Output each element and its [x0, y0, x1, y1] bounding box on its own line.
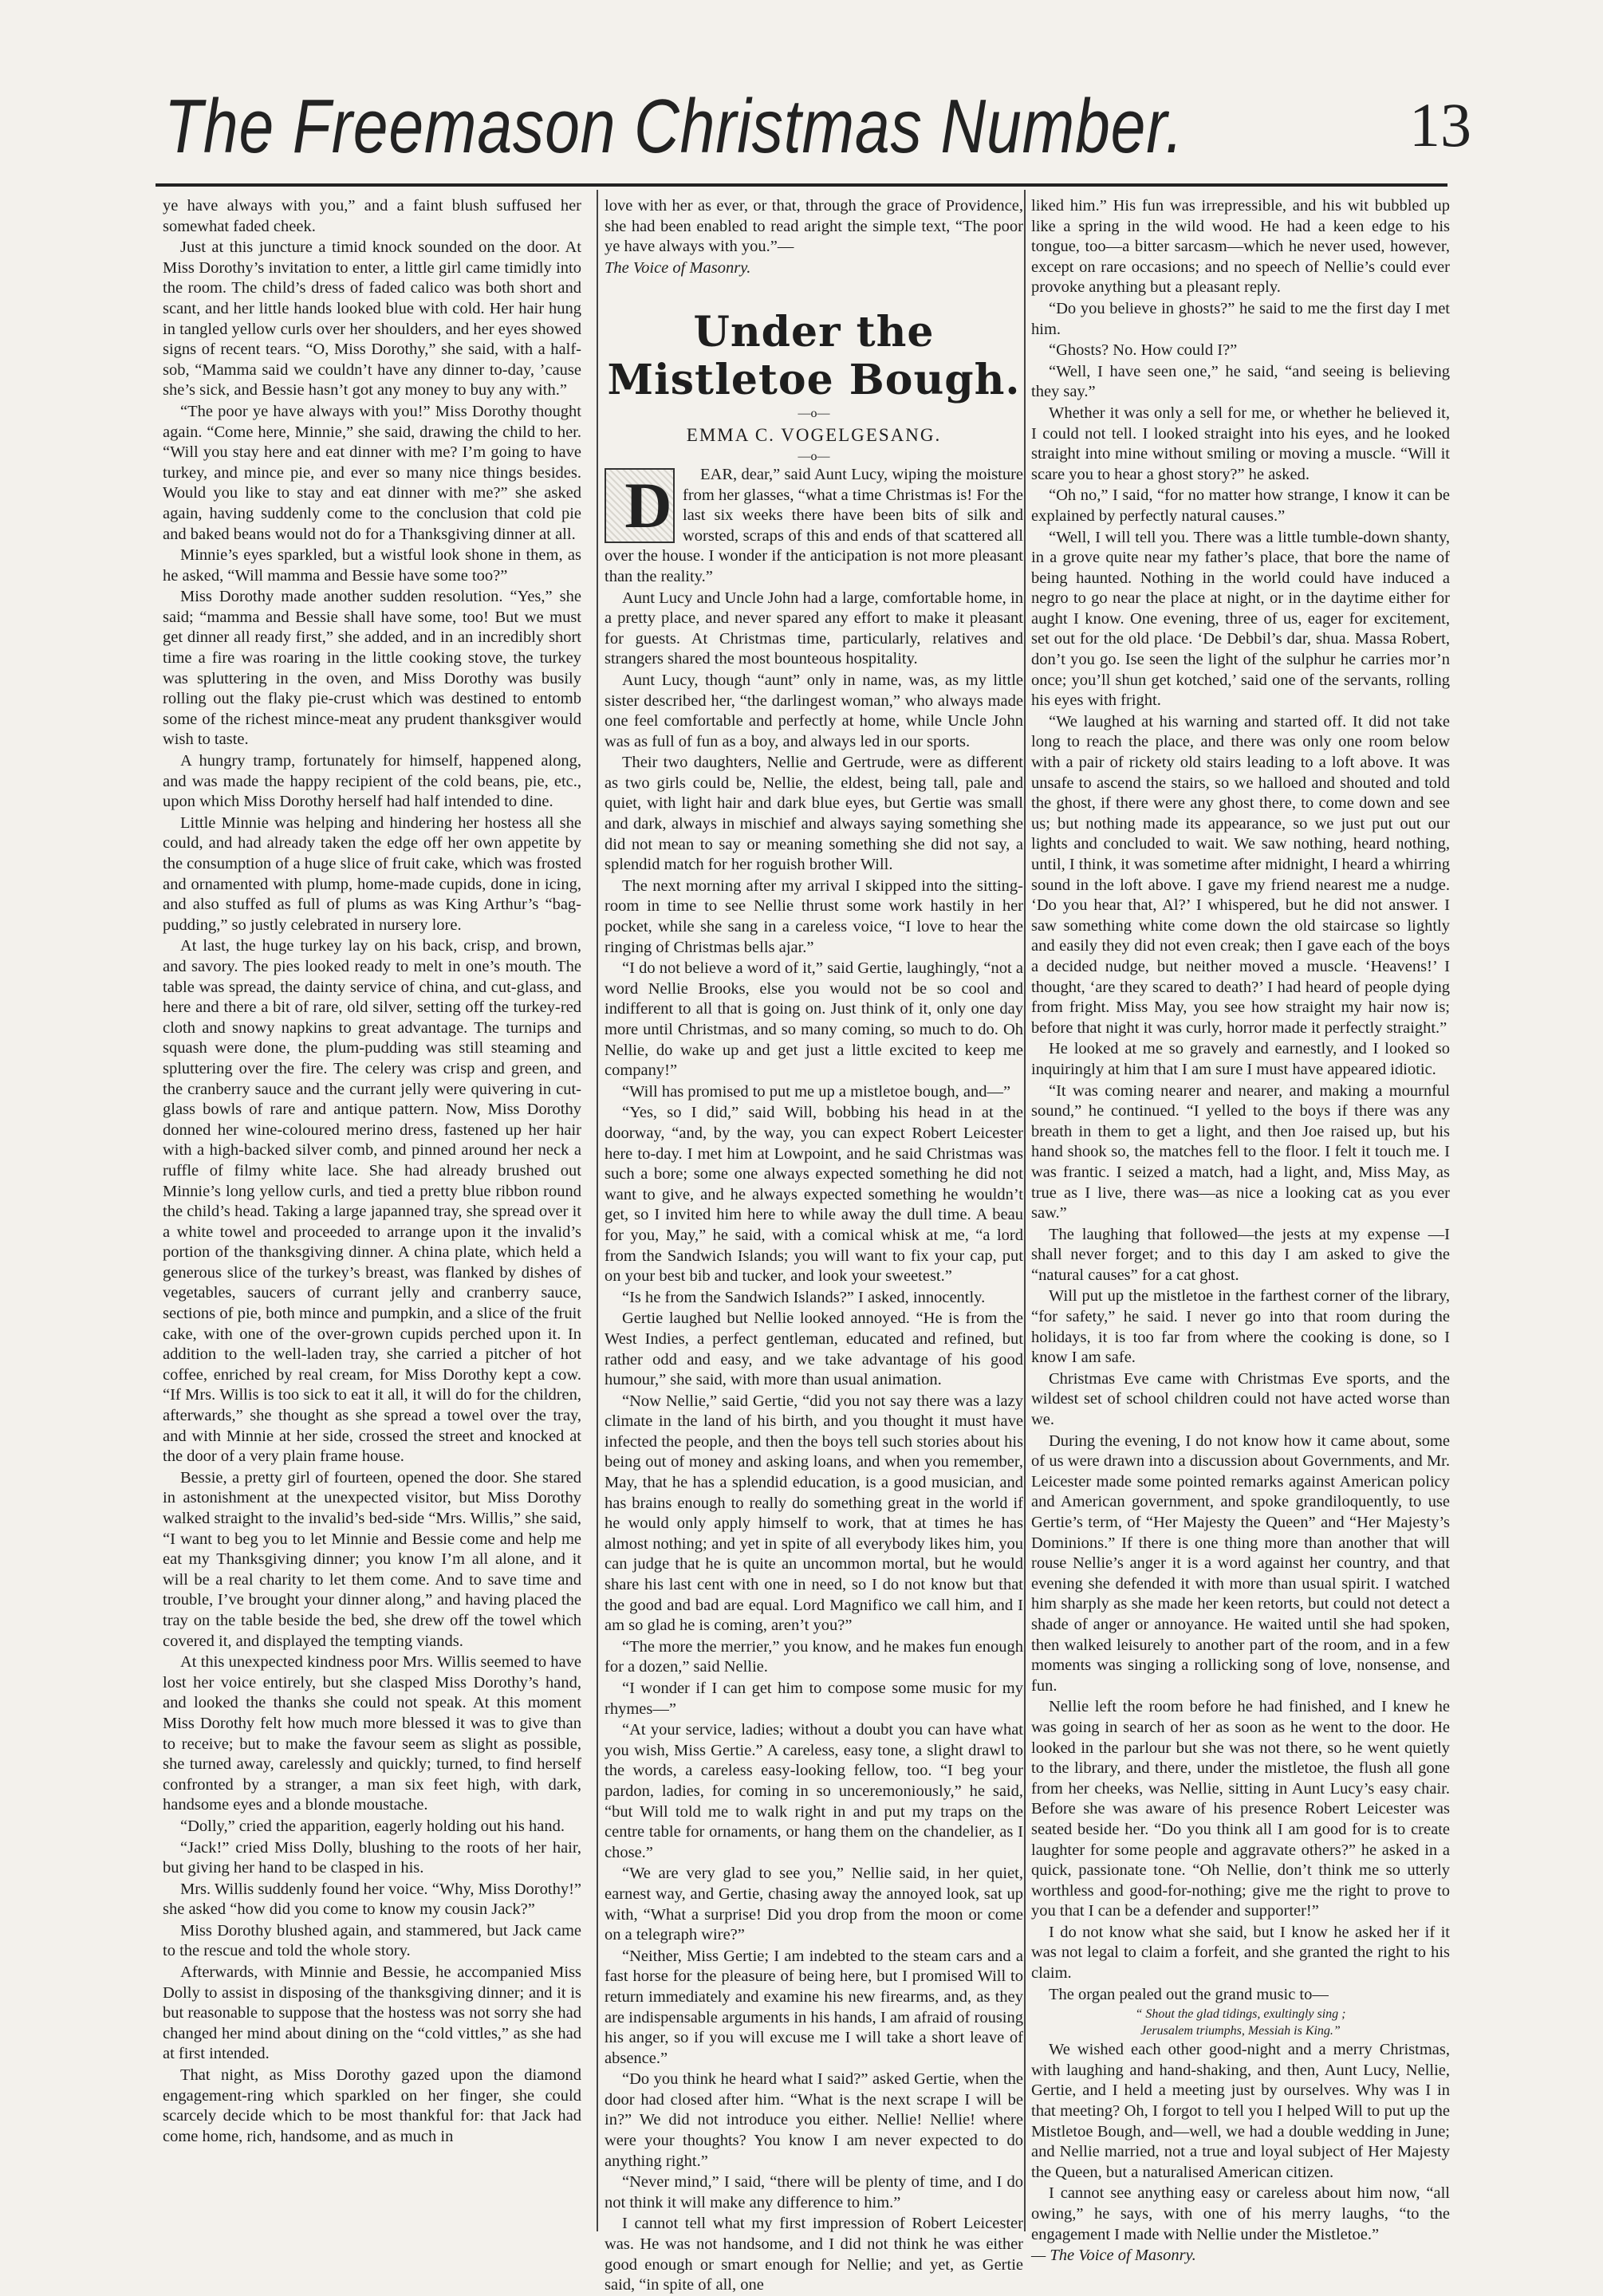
paragraph: Minnie’s eyes sparkled, but a wistful look shone in them, as he asked, “Will mamma and Bessie have some too?” [163, 546, 581, 585]
paragraph: “Oh no,” I said, “for no matter how strange, I know it can be explained by perfectly natural causes.” [1031, 486, 1450, 525]
paragraph: “Dolly,” cried the apparition, eagerly holding out his hand. [180, 1817, 565, 1835]
paragraph: Mrs. Willis suddenly found her voice. “Why, Miss Dorothy!” she asked “how did you come to know my cousin Jack?” [163, 1880, 581, 1919]
paragraph: Nellie left the room before he had finished, and I knew he was going in search of her as soon as he went to the door. He looked in the parlour but she was not there, so he went quietly to the library, and there, under the mistletoe, the flush all gone from her cheeks, was Nellie, sitting in Aunt Lucy’s easy chair. Before she was aware of his presence Robert Leicester was seated beside her. “Do you think all I am good for is to create laughter for some people and aggravate others?” he asked in a quick, passionate tone. “Oh Nellie, don’t think me so utterly worthless and good-for-nothing; give me the right to prove to you that I can be a defender and supporter!” [1031, 1698, 1450, 1920]
paragraph: “Yes, so I did,” said Will, bobbing his head in at the doorway, “and, by the way, you can expect Robert Leicester here to-day. I met him at Lowpoint, and he said Christmas was such a bore; some one always expected something he did not want to give, and he always expected something he wouldn’t get, so I invited him here to while away the dull time. A beau for you, May,” he said, with a comical whisk at me, “a lord from the Sandwich Islands; you will want to fix your cap, put on your best bib and tucker, and look your sweetest.” [605, 1104, 1023, 1286]
paragraph: Bessie, a pretty girl of fourteen, opened the door. She stared in astonishment at the unexpected visitor, but Miss Dorothy walked straight to the invalid’s bed-side “Mrs. Willis,” she said, “I want to beg you to let Minnie and Bessie come and help me eat my Thanksgiving dinner; you know I’m all alone, and it will be a real charity to let them come. And to save time and trouble, I’ve brought your dinner along,” and having placed the tray on the table beside the bed, she drew off the towel which covered it, and displayed the tempting viands. [163, 1468, 581, 1650]
paragraph: “Neither, Miss Gertie; I am indebted to the steam cars and a fast horse for the pleasure of being here, but I promised Will to return immediately and examine his new firearms, and, as they are indispensable arguments in his hands, I am afraid of rousing his anger, so if you will excuse me I will take a short leave of absence.” [605, 1947, 1023, 2067]
paragraph: Miss Dorothy blushed again, and stammered, but Jack came to the rescue and told the whole story. [163, 1921, 581, 1960]
paragraph: “Is he from the Sandwich Islands?” I asked, innocently. [622, 1288, 986, 1306]
story-author: EMMA C. VOGELGESANG. [686, 425, 942, 446]
opening-paragraph [605, 465, 1023, 588]
paragraph: I cannot tell what my first impression of Robert Leicester was. He was not handsome, and I did not think he was either good enough or smart enough for Nellie; and yet, as Gertie said, “in spite of all, one [605, 2215, 1023, 2294]
column-rule [597, 190, 598, 2231]
masthead-title: The Freemason Christmas Number. [163, 84, 1184, 169]
column-middle [605, 196, 1023, 2294]
paragraph: During the evening, I do not know how it came about, some of us were drawn into a discussion about Governments, and Mr. Leicester made some pointed remarks against American policy and American government, and spoke grandiloquently, to use Gertie’s term, of “Her Majesty the Queen” and “Her Majesty’s Dominions.” If there is one thing more than another that will rouse Nellie’s anger it is a word against her country, and that evening she defended it with more than usual spirit. I watched him sharply as she made her keen retorts, but could not detect a shade of anger or annoyance. He waited until she had spoken, then walked leisurely to another part of the room, and in a few moments was singing a rollicking song of love, nonsense, and fun. [1031, 1432, 1450, 1695]
paragraph: “We laughed at his warning and started off. It did not take long to reach the place, and there was only one room below with a pair of rickety old stairs leading to a loft above. It was unsafe to ascend the stairs, so we halloed and shouted and told the ghost, if there were any ghost there, to come down and see us; but nothing made its appearance, so we just put out our lights and concluded to wait. We saw nothing, heard nothing, until, I think, it was sometime after midnight, I heard a whirring sound in the loft above. I gave my friend nearest me a nudge. ‘Do you hear that, Al?’ I whispered, but he did not answer. I saw something white come down the old staircase so lightly and easily they did not even creak; then I gave each of the boys a decided nudge, but neither moved a muscle. ‘Heavens!’ I thought, ‘are they scared to death?’ I had heard of people dying from fright. Miss May, you see how straight my hair now is; before that night it was curly, horror made it perfectly straight.” [1031, 712, 1450, 1037]
paragraph: Whether it was only a sell for me, or whether he believed it, I could not tell. I looked straight into his eyes, and he looked straight into mine without smiling or moving a muscle. “Will it scare you to hear a ghost story?” he asked. [1031, 404, 1450, 483]
paragraph: I cannot see anything easy or careless about him now, “all owing,” he says, with one of his merry laughs, “to the engagement I made with Nellie under the Mistletoe.” [1031, 2184, 1450, 2243]
paragraph: Afterwards, with Minnie and Bessie, he accompanied Miss Dolly to assist in disposing of the thanksgiving dinner; and it is but reasonable to suppose that the hostess was not sorry she had changed her mind about dining on the “cold vittles,” as she had at first intended. [163, 1963, 581, 2063]
paragraph: “It was coming nearer and nearer, and making a mournful sound,” he continued. “I yelled to the boys if there was any breath in them to get a light, and then Joe raised up, but his hand shook so, the matches fell to the floor. I felt it touch me. I was frantic. I seized a match, had a light, and, Miss May, as true as I live, there was—as nice a looking cat as you ever saw.” [1031, 1081, 1450, 1223]
paragraph: The next morning after my arrival I skipped into the sitting-room in time to see Nellie thrust some work hastily in her pocket, while she sang in a careless voice, “I love to hear the ringing of Christmas bells ajar.” [605, 876, 1023, 956]
paragraph: “The poor ye have always with you!” Miss Dorothy thought again. “Come here, Minnie,” she said, drawing the child to her. “Will you stay here and eat dinner with me? I’m going to have turkey, and mince pie, and ever so many nice things besides. Would you like to stay and eat dinner with me?” she asked again, having suddenly come to the conclusion that cold pie and baked beans would not do for a Thanksgiving dinner at all. [163, 402, 581, 543]
verse-line: Jerusalem triumphs, Messiah is King.” [1140, 2024, 1341, 2038]
paragraph: That night, as Miss Dorothy gazed upon the diamond engagement-ring which sparkled on her finger, she could scarcely decide which to be most thankful for: that Jack had come home, rich, handsome, and as much in [163, 2066, 581, 2145]
header-rule [156, 183, 1447, 187]
paragraph: “We are very glad to see you,” Nellie said, in her quiet, earnest way, and Gertie, chasing away the annoyed look, sat up with, “What a surprise! Did you drop from the moon or come on a telegraph wire?” [605, 1865, 1023, 1944]
paragraph: Aunt Lucy and Uncle John had a large, comfortable home, in a pretty place, and never spared any effort to make it pleasant for guests. At Christmas time, particularly, relatives and strangers shared the most bounteous hospitality. [605, 589, 1023, 668]
paragraph: At last, the huge turkey lay on his back, crisp, and brown, and savory. The pies looked ready to melt in one’s mouth. The table was spread, the dainty service of china, and cut-glass, and here and there a bit of rare, old silver, setting off the turkey-red cloth and snowy napkins to great advantage. The turnips and squash were done, the plum-pudding was still steaming and spluttering over the fire. The celery was crisp and green, and the cranberry sauce and the currant jelly were quivering in cut-glass bowls of rare and antique pattern. Now, Miss Dorothy donned her wine-coloured merino dress, fastened up her hair with a high-backed silver comb, and pinned around her neck a ruffle of filmy white lace. She had already brushed out Minnie’s long yellow curls, and tied a pretty blue ribbon round the child’s head. Taking a large japanned tray, she spread over it a white towel and proceeded to arrange upon it the invalid’s portion of the thanksgiving dinner. A china plate, which held a generous slice of the turkey’s breast, was flanked by dishes of vegetables, saucers of currant jelly and cranberry sauce, sections of pie, both mince and pumpkin, and a slice of the fruit cake, with one of the over-grown cupids perched upon it. In addition to the well-laden tray, she carried a pitcher of hot coffee, enriched by real cream, for Miss Dorothy kept a cow. “If Mrs. Willis is too sick to eat it all, it will do for the children, afterwards,” she thought as she spread a towel over the tray, and with Minnie at her side, crossed the street and knocked at the door of a very plain frame house. [163, 937, 581, 1466]
story-title: Under the Mistletoe Bough. [607, 308, 1021, 405]
column-rule [1024, 190, 1026, 2231]
source-attribution: The Voice of Masonry. [605, 258, 751, 277]
page-number: 13 [1409, 90, 1471, 159]
paragraph: love with her as ever, or that, through the grace of Providence, she had been enabled to read aright the simple text, “The poor ye have always with you.”— [605, 197, 1023, 256]
paragraph: Just at this juncture a timid knock sounded on the door. At Miss Dorothy’s invitation to enter, a little girl came timidly into the room. The child’s dress of faded calico was both short and scant, and her little hands looked blue with cold. Her hair hung in tangled yellow curls over her shoulders, and her eyes showed signs of recent tears. “O, Miss Dorothy,” she said, with a half-sob, “Mamma said we couldn’t have any dinner to-day, ’cause she’s sick, and Bessie hasn’t got any money to buy any with.” [163, 238, 581, 400]
paragraph: “Never mind,” I said, “there will be plenty of time, and I do not think it will make any difference to him.” [605, 2173, 1023, 2211]
paragraph: ye have always with you,” and a faint blush suffused her somewhat faded cheek. [163, 197, 581, 235]
paragraph: “Well, I will tell you. There was a little tumble-down shanty, in a grove quite near my father’s place, that bore the name of being haunted. Nothing in the world could have induced a negro to go near the place at night, or in the daytime either for aught I know. One evening, three of us, eager for excitement, set out for the old place. ‘De Debbil’s dar, shua. Massa Robert, don’t you go. Ise seen the light of the sulphur he carries mor’n once; you’ll shun get kotched,’ said one of the servants, rolling his eyes with fright. [1031, 528, 1450, 710]
paragraph: The organ pealed out the grand music to— [1049, 1985, 1329, 2003]
paragraph: “Well, I have seen one,” he said, “and seeing is believing they say.” [1031, 362, 1450, 401]
paragraph: I do not know what she said, but I know he asked her if it was not legal to claim a forfeit, and she granted the right to his claim. [1031, 1923, 1450, 1983]
separator: —o— [798, 449, 830, 463]
paragraph: Will put up the mistletoe in the farthest corner of the library, “for safety,” he said. I never go into that room during the holidays, it is too far from where the cooking is done, so I know I am safe. [1031, 1287, 1450, 1367]
paragraph: Little Minnie was helping and hindering her hostess all she could, and had already taken the edge off her own appetite by the consumption of a huge slice of fruit cake, which was frosted and ornamented with plump, home-made cupids, done in icing, and also stuffed as full of plums as was King Arthur’s “bag-pudding,” so justly celebrated in nursery lore. [163, 813, 581, 934]
paragraph: The laughing that followed—the jests at my expense —I shall never forget; and to this day I am asked to give the “natural causes” for a cat ghost. [1031, 1225, 1450, 1284]
paragraph: We wished each other good-night and a merry Christmas, with laughing and hand-shaking, and then, Aunt Lucy, Nellie, Gertie, and I held a meeting just by ourselves. Why was I in that meeting? Oh, I forgot to tell you I helped Will to put up the Mistletoe Bough, and—well, we had a double wedding in June; and Nellie married, not a true and loyal subject of Her Majesty the Queen, but a naturalised American citizen. [1031, 2041, 1450, 2181]
paragraph: Miss Dorothy made another sudden resolution. “Yes,” she said; “mamma and Bessie shall have some, too! But we must get dinner all ready first,” she added, and in an incredibly short time a fire was roaring in the little cooking stove, the turkey was spluttering in the oven, and Miss Dorothy was busily rolling out the flaky pie-crust which was destined to entomb some of the richest mince-meat any prudent thanksgiver would wish to taste. [163, 588, 581, 749]
source-attribution: — The Voice of Masonry. [1031, 2247, 1196, 2265]
paragraph: “Jack!” cried Miss Dolly, blushing to the roots of her hair, but giving her hand to be clasped in his. [163, 1838, 581, 1877]
paragraph: Their two daughters, Nellie and Gertrude, were as different as two girls could be, Nellie, the eldest, being tall, pale and quiet, with light hair and dark blue eyes, but Gertie was small and dark, always in mischief and always saying something she did not mean to say or meaning something she did not say, a splendid match for her roguish brother Will. [605, 754, 1023, 874]
paragraph: “Will has promised to put me up a mistletoe bough, and—” [622, 1082, 1011, 1101]
paragraph: A hungry tramp, fortunately for himself, happened along, and was made the happy recipient of the cold beans, pie, etc., upon which Miss Dorothy herself had half intended to dine. [163, 752, 581, 811]
paragraph: “At your service, ladies; without a doubt you can have what you wish, Miss Gertie.” A careless, easy tone, a slight drawl to the words, a careless easy-looking fellow, too. “I beg your pardon, ladies, for coming in so unceremoniously,” he said, “but Will told me to walk right in and put my traps on the centre table for ornaments, or hang them on the chandelier, as I chose.” [605, 1721, 1023, 1861]
drop-cap: D [605, 468, 675, 543]
column-right [1031, 196, 1450, 2265]
paragraph: liked him.” His fun was irrepressible, and his wit bubbled up like a spring in the wild wood. He had a keen edge to his tongue, too—a bitter sarcasm—which he never used, however, except on rare occasions; and no speech of Nellie’s could ever provoke anything but a pleasant reply. [1031, 197, 1450, 297]
paragraph: Gertie laughed but Nellie looked annoyed. “He is from the West Indies, a perfect gentleman, educated and refined, but rather odd and easy, and we take advantage of his good humour,” she said, with more than usual animation. [605, 1309, 1023, 1389]
verse-line: “ Shout the glad tidings, exultingly sing ; [1135, 2007, 1346, 2022]
paragraph: “Do you think he heard what I said?” asked Gertie, when the door had closed after him. “What is the next scrape I will be in?” We did not introduce you either. Nellie! Nellie! where were your thoughts? You know I am never expected to do anything right.” [605, 2070, 1023, 2170]
separator: —o— [798, 407, 830, 421]
paragraph: “Do you believe in ghosts?” he said to me the first day I met him. [1031, 299, 1450, 338]
opening-text: EAR, dear,” said Aunt Lucy, wiping the moisture from her glasses, “what a time Christmas is! For the last six weeks there have been bits of silk and worsted, scraps of this and ends of that scattered all over the house. I wonder if the anticipation is not more pleasant than the reality.” [605, 465, 1023, 585]
paragraph: “Now Nellie,” said Gertie, “did you not say there was a lazy climate in the land of his birth, and you thought it must have infected the people, and then the boys tell such stories about his being out of money and asking loans, and when you remember, May, that he has a splendid education, is a good musician, and has brains enough to really do something great in the world if he would only apply himself to work, that at times he has almost nothing; and yet in spite of all everybody likes him, you can judge that he is quite an uncommon mortal, but he would share his last cent with one in need, so I do not know but that the good and bad are equal. Lord Magnifico we call him, and I am so glad he is coming, aren’t you?” [605, 1392, 1023, 1635]
paragraph: “Ghosts? No. How could I?” [1049, 341, 1238, 360]
paragraph: “I wonder if I can get him to compose some music for my rhymes—” [605, 1680, 1023, 1718]
paragraph: Aunt Lucy, though “aunt” only in name, was, as my little sister described her, “the darlingest woman,” who always made one feel comfortable and perfectly at home, while Uncle John was as full of fun as a boy, and always led in our sports. [605, 671, 1023, 750]
paragraph: “I do not believe a word of it,” said Gertie, laughingly, “not a word Nellie Brooks, else you would not be so cool and indifferent to all that is going on. Just think of it, only one day more until Christmas, and so many coming, so much to do. Oh Nellie, do wake up and get just a little excited to keep me company!” [605, 959, 1023, 1080]
paragraph: Christmas Eve came with Christmas Eve sports, and the wildest set of school children could not have acted worse than we. [1031, 1369, 1450, 1429]
column-left [163, 196, 581, 2254]
paragraph: “The more the merrier,” you know, and he makes fun enough for a dozen,” said Nellie. [605, 1637, 1023, 1676]
paragraph: He looked at me so gravely and earnestly, and I looked so inquiringly at him that I am sure I must have appeared idiotic. [1031, 1040, 1450, 1078]
paragraph: At this unexpected kindness poor Mrs. Willis seemed to have lost her voice entirely, but she clasped Miss Dorothy’s hand, and looked the thanks she could not speak. At this moment Miss Dorothy felt how much more blessed it was to give than to receive; but to make the favour seem as slight as possible, she turned away, carelessly and quickly; turned, to find herself confronted by a stranger, a man six feet high, with dark, handsome eyes and a blonde moustache. [163, 1653, 581, 1814]
